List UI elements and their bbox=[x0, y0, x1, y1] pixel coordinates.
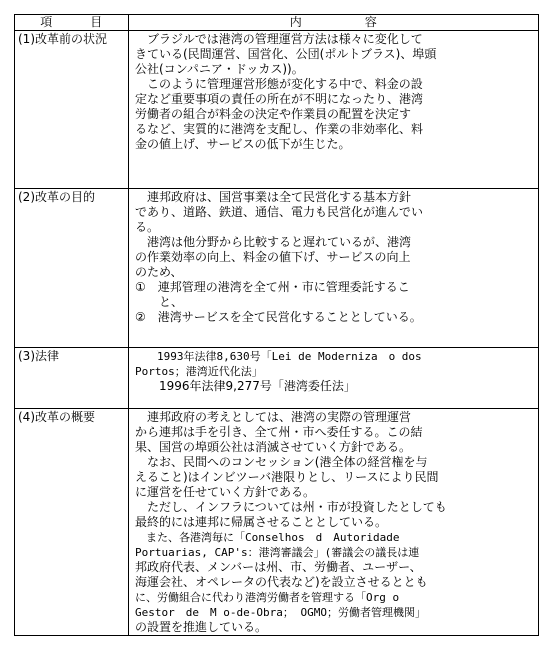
content-line: Portos；港湾近代化法」 bbox=[135, 365, 263, 378]
content-line: の作業効率の向上、料金の値下げ、サービスの向上 bbox=[135, 250, 411, 264]
row-label: (3)法律 bbox=[15, 348, 129, 409]
row-content bbox=[129, 31, 539, 189]
row-label: (1)改革前の状況 bbox=[15, 31, 129, 189]
table-row bbox=[15, 31, 539, 189]
content-line: る。 bbox=[135, 220, 160, 234]
document-table bbox=[14, 14, 539, 636]
content-line: なお、民間へのコンセッション(港全体の経営権を与 bbox=[135, 455, 428, 469]
content-line: 港湾は他分野から比較すると遅れているが、港湾 bbox=[135, 235, 412, 249]
content-line: から連邦は手を引き、全て州・市へ委任する。この結 bbox=[135, 425, 423, 439]
content-line: 1996年法律9,277号「港湾委任法」 bbox=[135, 379, 356, 393]
table-body bbox=[15, 31, 539, 636]
content-line: また、各港湾毎に「Conselhos d Autoridade bbox=[135, 531, 400, 544]
header-item: 項 目 bbox=[15, 15, 129, 31]
table-row bbox=[15, 189, 539, 348]
row-content bbox=[129, 409, 539, 636]
content-line: ① 連邦管理の港湾を全て州・市に管理委託するこ bbox=[135, 280, 410, 294]
content-line: ただし、インフラについては州・市が投資したとしても bbox=[135, 500, 447, 514]
content-line: 邦政府代表、メンバーは州、市、労働者、ユーザー、 bbox=[135, 560, 422, 574]
row-content bbox=[129, 189, 539, 348]
content-line: のため、 bbox=[135, 265, 183, 279]
content-line: に、労働組合に代わり港湾労働者を管理する「Org o bbox=[135, 591, 400, 604]
content-line: であり、道路、鉄道、通信、電力も民営化が進んでい bbox=[135, 205, 424, 219]
table-row bbox=[15, 348, 539, 409]
content-line: えること)はインビツーバ港限りとし、リースにより民間 bbox=[135, 470, 439, 484]
content-line: Gestor de M o-de-Obra； OGMO；労働者管理機関」 bbox=[135, 606, 426, 619]
content-line: に運営を任せていく方針である。 bbox=[135, 485, 316, 499]
content-line: るなど、実質的に港湾を支配し、作業の非効率化、料 bbox=[135, 122, 424, 136]
content-line: 公社(コンパニア・ドッカス))。 bbox=[135, 62, 304, 76]
content-line: 最終的には連邦に帰属させることとしている。 bbox=[135, 515, 388, 529]
content-line: Portuarias, CAP's：港湾審議会」(審議会の議長は連 bbox=[135, 546, 420, 559]
header-content: 内 容 bbox=[129, 15, 539, 31]
content-line: 連邦政府は、国営事業は全て民営化する基本方針 bbox=[135, 190, 412, 204]
content-line: ② 港湾サービスを全て民営化することとしている。 bbox=[135, 310, 422, 324]
content-line: 果、国営の埠頭公社は消滅させていく方針である。 bbox=[135, 440, 412, 454]
content-line: 海運会社、オペレータの代表など)を設立させるととも bbox=[135, 575, 428, 589]
row-label: (2)改革の目的 bbox=[15, 189, 129, 348]
row-content bbox=[129, 348, 539, 409]
content-line: ブラジルでは港湾の管理運営方法は様々に変化して bbox=[135, 32, 423, 46]
content-line: 1993年法律8,630号「Lei de Moderniza o dos bbox=[135, 350, 422, 363]
content-line: きている(民間運営、国営化、公団(ポルトブラス)、埠頭 bbox=[135, 47, 437, 61]
table-header-row bbox=[15, 15, 539, 31]
content-line: 労働者の組合が料金の決定や作業員の配置を決定す bbox=[135, 107, 412, 121]
row-label: (4)改革の概要 bbox=[15, 409, 129, 636]
content-line: と、 bbox=[135, 295, 184, 309]
content-line: 金の値上げ、サービスの低下が生じた。 bbox=[135, 137, 351, 151]
content-line: の設置を推進している。 bbox=[135, 620, 268, 634]
table-row bbox=[15, 409, 539, 636]
content-line: 連邦政府の考えとしては、港湾の実際の管理運営 bbox=[135, 410, 412, 424]
content-line: 定など重要事項の責任の所在が不明になったり、港湾 bbox=[135, 92, 424, 106]
content-line: このように管理運営形態が変化する中で、料金の設 bbox=[135, 77, 423, 91]
